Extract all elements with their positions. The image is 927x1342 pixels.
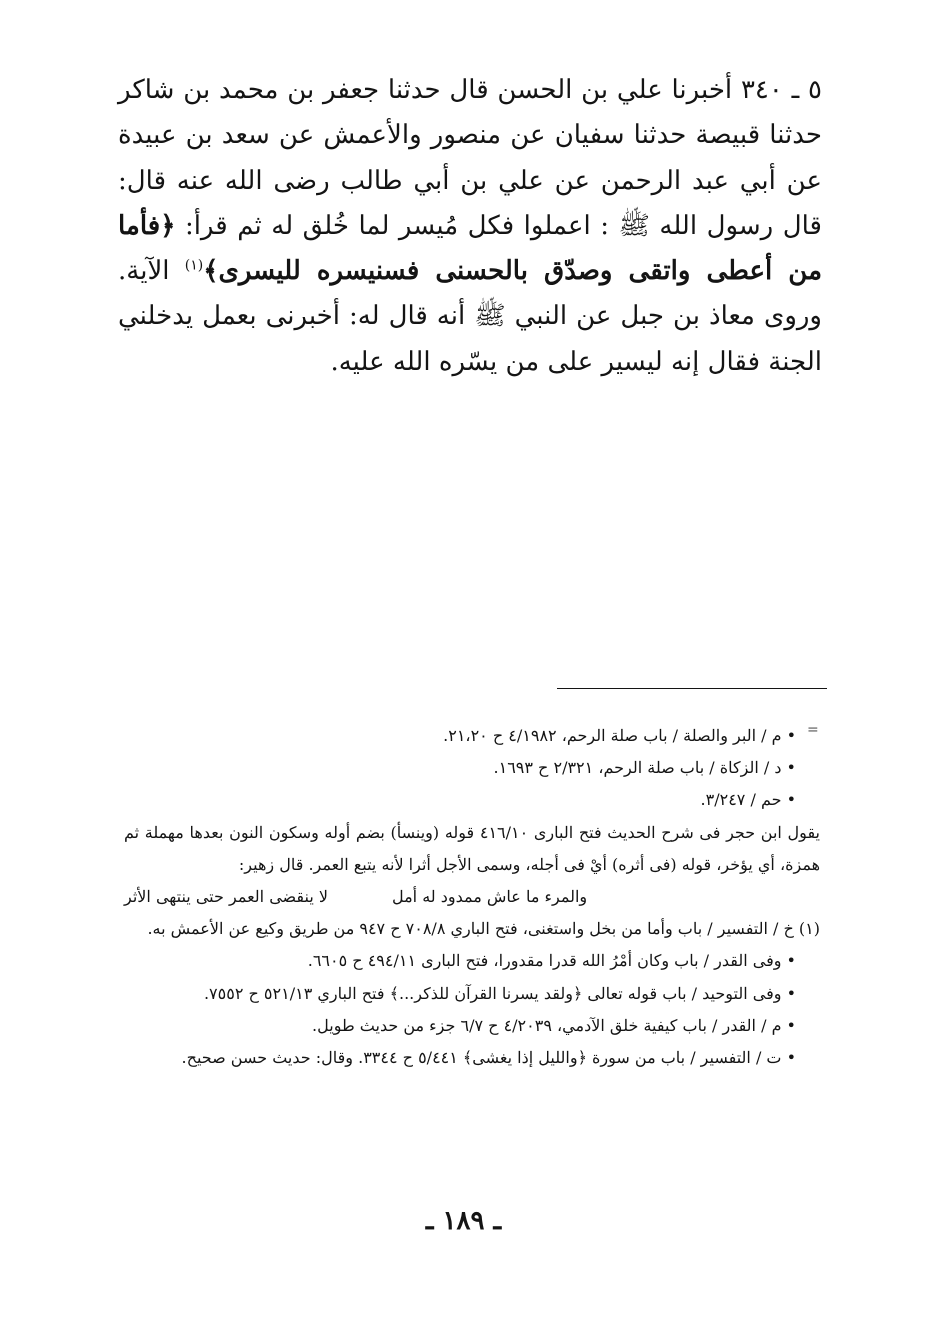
- footnote-line: • حم / ٣/٢٤٧.: [700, 790, 796, 810]
- continuation-mark: =: [807, 722, 819, 738]
- footnote-line: • د / الزكاة / باب صلة الرحم، ٢/٣٢١ ح ١٦٩٣.: [493, 758, 796, 778]
- footnote-divider: [557, 688, 827, 689]
- main-paragraph-end: الآية. وروى معاذ بن جبل عن النبي ﷺ أنه قال له: أخبرنى بعمل يدخلني الجنة فقال إنه ليسير على من يسّره الله عليه.: [118, 256, 822, 377]
- poem-second-hemistich: لا ينقضى العمر حتى ينتهى الأثر: [124, 887, 328, 907]
- main-text: [118, 68, 822, 385]
- footnote-line: • وفى التوحيد / باب قوله تعالى ﴿ولقد يسرنا القرآن للذكر...﴾ فتح الباري ٥٢١/١٣ ح ٧٥٥٢.: [203, 983, 796, 1003]
- footnote-reference: (١): [184, 257, 204, 274]
- footnote-commentary: يقول ابن حجر فى شرح الحديث فتح البارى ٤١٦/١٠ قوله (وينسأ) بضم أوله وسكون النون بعدها مهملة ثم همزة، أي يؤخر، قوله (فى أثره) أيْ فى أجله، وسمى الأجل أثرا لأنه يتبع العمر. قال زهير:: [124, 822, 820, 874]
- footnote-line: • ت / التفسير / باب من سورة ﴿والليل إذا يغشى﴾ ٥/٤٤١ ح ٣٣٤٤. وقال: حديث حسن صحيح.: [181, 1048, 796, 1068]
- footnote-line: • م / القدر / باب كيفية خلق الآدمي، ٤/٢٠٣٩ ح ٦/٧ جزء من حديث طويل.: [312, 1015, 796, 1035]
- quran-quote: ﴿فأما من أعطى واتقى وصدّق بالحسنى فسنيسره لليسرى﴾: [118, 210, 822, 287]
- main-paragraph-start: ٥ ـ ٣٤٠ أخبرنا علي بن الحسن قال حدثنا جعفر بن محمد بن شاكر حدثنا قبيصة حدثنا سفيان عن منصور والأعمش عن سعد بن عبيدة عن أبي عبد الرحمن عن علي بن أبي طالب رضى الله عنه قال: قال رسول الله ﷺ : اعملوا فكل مُيسر لما خُلق له ثم قرأ:: [118, 75, 822, 241]
- footnote-line: • م / البر والصلة / باب صلة الرحم، ٤/١٩٨٢ ح ٢١،٢٠.: [443, 726, 796, 745]
- poem-first-hemistich: والمرء ما عاش ممدود له أمل: [391, 887, 588, 907]
- poem-verse: [124, 881, 820, 913]
- page-number: ـ ١٨٩ ـ: [425, 1206, 502, 1236]
- footnote-line: • وفى القدر / باب وكان أمْرُ الله قدرا مقدورا، فتح البارى ٤٩٤/١١ ح ٦٦٠٥.: [307, 951, 796, 971]
- footnote-1: (١) خ / التفسير / باب وأما من بخل واستغنى، فتح الباري ٧٠٨/٨ ح ٩٤٧ من طريق وكيع عن الأعمش به.: [147, 919, 820, 939]
- footnotes: [124, 720, 820, 1074]
